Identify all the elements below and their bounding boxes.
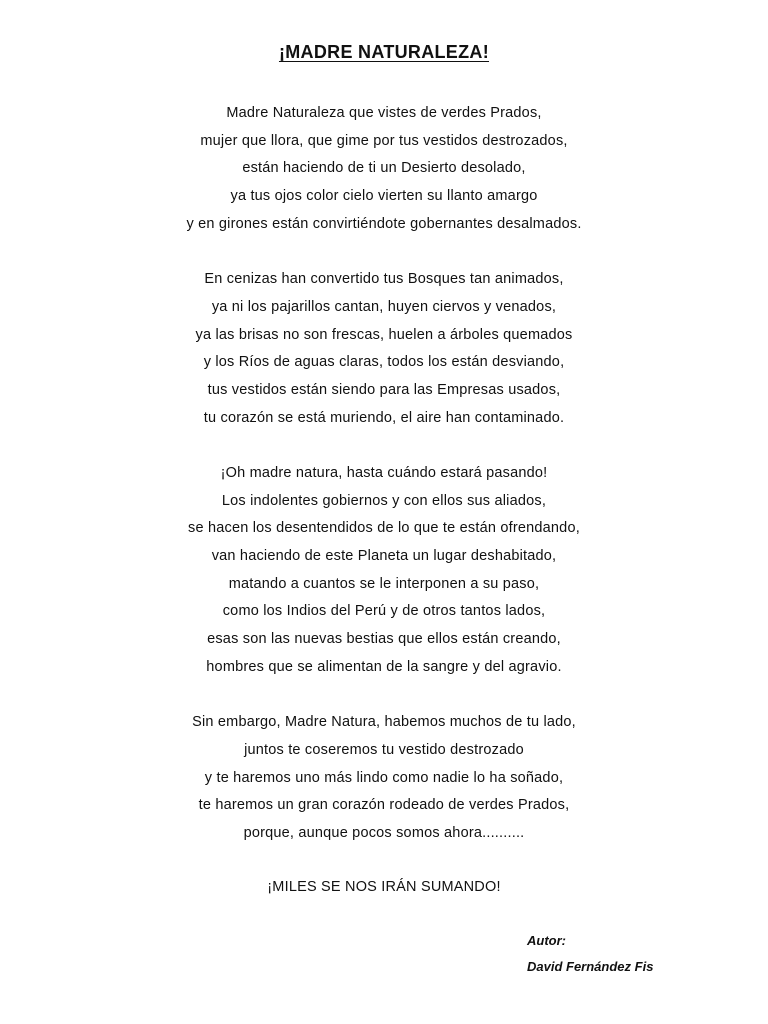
poem-line: están haciendo de ti un Desierto desolado, — [242, 160, 526, 177]
poem-line: ya tus ojos color cielo vierten su llanto amargo — [230, 188, 538, 205]
poem-line: hombres que se alimentan de la sangre y del agravio. — [206, 658, 562, 675]
author-name: David Fernández Fis — [527, 959, 654, 974]
poem-line: mujer que llora, que gime por tus vestidos destrozados, — [200, 132, 568, 149]
poem-line: van haciendo de este Planeta un lugar deshabitado, — [211, 548, 557, 564]
poem-line: Sin embargo, Madre Natura, habemos muchos de tu lado, — [192, 714, 576, 731]
poem-line: matando a cuantos se le interponen a su paso, — [228, 575, 540, 592]
stanza — [0, 460, 768, 682]
author-block — [527, 928, 653, 980]
stanza — [0, 709, 768, 847]
stanza-gap — [0, 681, 768, 709]
poem-line: ya ni los pajarillos cantan, huyen ciervos y venados, — [211, 298, 557, 315]
poem-line: tu corazón se está muriendo, el aire han contaminado. — [203, 409, 565, 426]
poem-line: Los indolentes gobiernos y con ellos sus aliados, — [221, 492, 547, 509]
poem-line: juntos te coseremos tu vestido destrozado — [244, 741, 524, 758]
author-label: Autor: — [527, 933, 566, 948]
closing-line: ¡MILES SE NOS IRÁN SUMANDO! — [267, 879, 501, 895]
poem-line: y te haremos uno más lindo como nadie lo ha soñado, — [204, 769, 564, 786]
poem-line: y en girones están convirtiéndote gobernantes desalmados. — [186, 215, 582, 232]
poem-line: esas son las nuevas bestias que ellos están creando, — [207, 631, 561, 648]
poem-line: tus vestidos están siendo para las Empresas usados, — [207, 381, 561, 398]
poem-line: y los Ríos de aguas claras, todos los están desviando, — [203, 354, 565, 371]
poem-line: En cenizas han convertido tus Bosques tan animados, — [204, 271, 564, 288]
stanza-gap — [0, 432, 768, 460]
poem-line: te haremos un gran corazón rodeado de verdes Prados, — [198, 797, 570, 814]
poem-line: ya las brisas no son frescas, huelen a árboles quemados — [195, 326, 573, 343]
poem-line: ¡Oh madre natura, hasta cuándo estará pasando! — [220, 464, 548, 481]
poem-line: se hacen los desentendidos de lo que te están ofrendando, — [188, 520, 580, 537]
stanza — [0, 100, 768, 238]
stanza-gap — [0, 238, 768, 266]
poem-line: porque, aunque pocos somos ahora.......... — [243, 824, 525, 841]
poem-line: como los Indios del Perú y de otros tantos lados, — [222, 603, 546, 620]
poem-line: Madre Naturaleza que vistes de verdes Prados, — [226, 105, 542, 121]
poem-title: ¡MADRE NATURALEZA! — [278, 42, 490, 62]
poem-body — [0, 100, 768, 848]
stanza — [0, 266, 768, 432]
